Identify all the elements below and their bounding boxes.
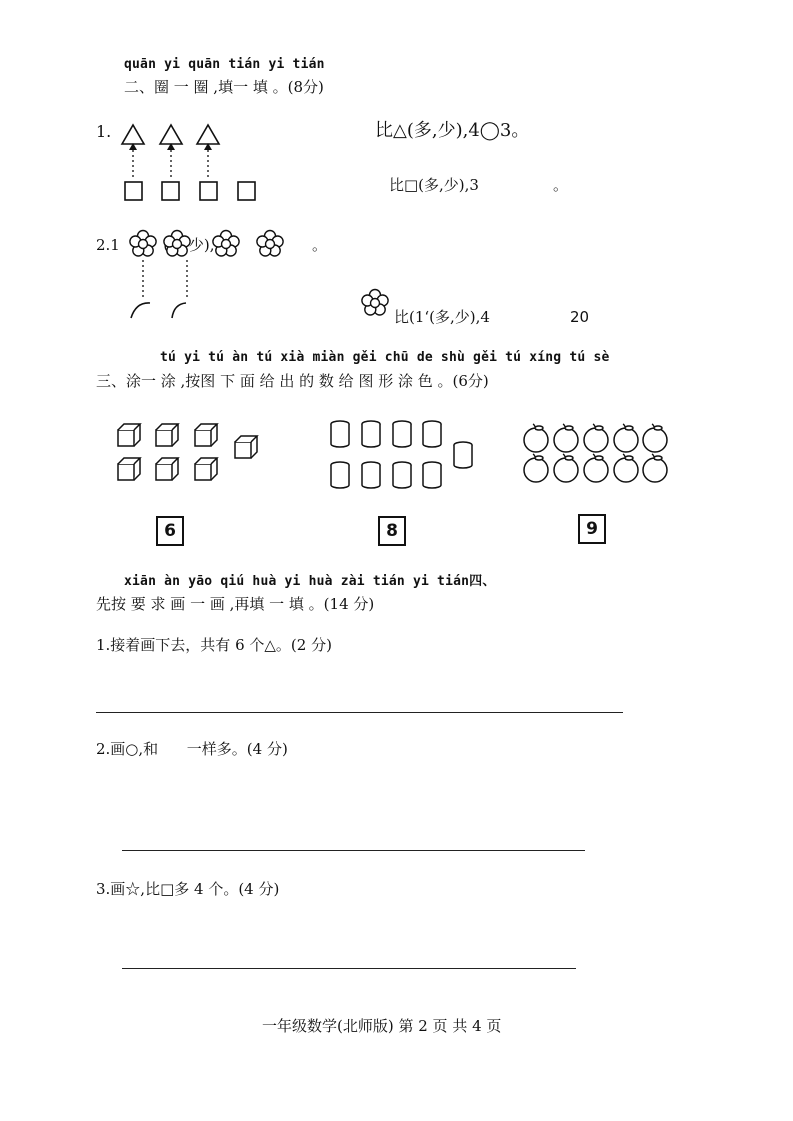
cylinder-icon — [331, 462, 349, 488]
answer-line-1[interactable] — [96, 712, 623, 713]
section4-pinyin: xiān àn yāo qiú huà yi huà zài tián yi tián四、 — [124, 574, 496, 589]
q1-compare-triangle: 比△(多,少),4◯3。 — [375, 120, 530, 141]
cube-icon — [156, 458, 178, 480]
answer-line-2[interactable] — [122, 850, 585, 851]
apple-icon — [584, 454, 608, 482]
apple-icon — [614, 454, 638, 482]
q1-compare-square-end: 。 — [553, 176, 569, 194]
section4-title: 先按 要 求 画 一 画 ,再填 一 填 。(14 分) — [96, 595, 375, 613]
cylinder-icon — [362, 421, 380, 447]
apple-icon — [643, 424, 667, 452]
apple-icon — [524, 424, 548, 452]
cube-icon — [118, 458, 140, 480]
q2-number-20: 20 — [570, 308, 590, 326]
count-box-apples: 9 — [578, 514, 606, 544]
q4-2-text: 2.画○,和 一样多。(4 分) — [96, 740, 288, 758]
section2-pinyin: quān yi quān tián yi tián — [124, 57, 325, 72]
q4-3-text: 3.画☆,比□多 4 个。(4 分) — [96, 880, 280, 898]
apple-icon — [554, 424, 578, 452]
q1-compare-square: 比□(多,少),3 — [389, 176, 479, 194]
page-footer: 一年级数学(北师版) 第 2 页 共 4 页 — [262, 1017, 502, 1035]
section3-title: 三、涂一 涂 ,按图 下 面 给 出 的 数 给 图 形 涂 色 。(6分) — [96, 372, 489, 390]
q4-1-text: 1.接着画下去，共有 6 个△。(2 分) — [96, 636, 332, 654]
apple-icon — [584, 424, 608, 452]
cube-icon — [118, 424, 140, 446]
cylinder-icon — [331, 421, 349, 447]
count-box-cubes: 6 — [156, 516, 184, 546]
section2-title: 二、圈 一 圈 ,填一 填 。(8分) — [124, 78, 324, 96]
cylinder-icon — [393, 421, 411, 447]
q2-compare-flower: 比(1‘(多,少),4 — [394, 308, 490, 326]
apple-icon — [643, 454, 667, 482]
answer-line-3[interactable] — [122, 968, 576, 969]
apple-icon — [614, 424, 638, 452]
count-box-cylinders: 8 — [378, 516, 406, 546]
cylinder-icon — [362, 462, 380, 488]
cube-icon — [235, 436, 257, 458]
apple-icon — [554, 454, 578, 482]
apple-icon — [524, 454, 548, 482]
cylinder-icon — [454, 442, 472, 468]
cube-icon — [195, 424, 217, 446]
cube-icon — [156, 424, 178, 446]
q1-number: 1. — [96, 122, 112, 141]
section3-pinyin: tú yi tú àn tú xià miàn gěi chū de shù gěi tú xíng tú sè — [160, 350, 610, 365]
cube-icon — [195, 458, 217, 480]
cylinder-icon — [423, 421, 441, 447]
q2-number: 2.1 — [96, 236, 120, 254]
section3-shapes — [0, 0, 793, 500]
cylinder-icon — [393, 462, 411, 488]
cylinder-icon — [423, 462, 441, 488]
q2-overlap-end: 。 — [312, 236, 328, 254]
q2-overlap-text: (多,少),2 — [163, 236, 225, 254]
